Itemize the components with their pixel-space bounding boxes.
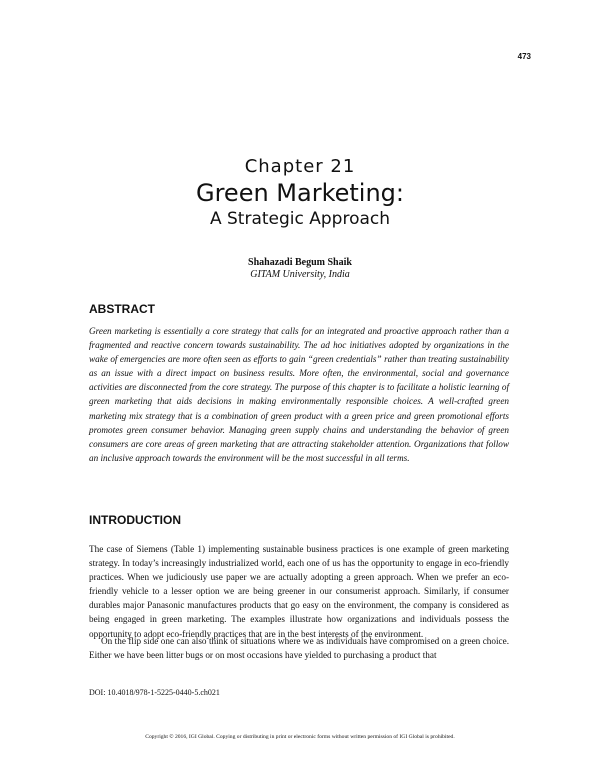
- introduction-paragraph-1: The case of Siemens (Table 1) implementing sustainable business practices is one example of green marketing strategy. In today’s increasingly industrialized world, each one of us has the opportunity to engage in eco-friendly practices. When we judiciously use paper we are actually adopting a green approach. When we prefer an eco-friendly vehicle to a lesser option we are being greener in our consumerist approach. Similarly, if consumer durables major Panasonic manufactures products that go easy on the environment, the company is considered as being engaged in green marketing. The examples illustrate how organizations and individuals possess the opportunity to adopt eco-friendly practices that are in the best interests of the environment.: [89, 544, 509, 639]
- abstract-text: Green marketing is essentially a core strategy that calls for an integrated and proactive approach rather than a fragmented and reactive concern towards sustainability. The ad hoc initiatives adopted by organizations in the wake of emergencies are more often seen as efforts to gain “green credentials” rather than treating sustainability as an issue with a direct impact on business results. More often, the environmental, social and governance activities are disconnected from the core strategy. The purpose of this chapter is to facilitate a holistic learning of green marketing that aids decisions in making environmentally responsible choices. A well-crafted green marketing mix strategy that is a combination of green product with a green price and green promotional efforts promotes green consumer behavior. Managing green supply chains and understanding the behavior of green consumers are core areas of green marketing that are attracting stakeholder attention. Organizations that follow an inclusive approach towards the environment will be the most successful in all terms.: [89, 326, 509, 463]
- introduction-heading: INTRODUCTION: [89, 513, 181, 527]
- copyright-footer: Copyright © 2016, IGI Global. Copying or distributing in print or electronic forms without written permission of IGI Global is prohibited.: [145, 734, 455, 740]
- author-name: Shahazadi Begum Shaik: [248, 257, 352, 268]
- doi-line: DOI: 10.4018/978-1-5225-0440-5.ch021: [89, 688, 220, 697]
- introduction-paragraph-2: On the flip side one can also think of situations where we as individuals have compromised on a green choice. Either we have been litter bugs or on most occasions have yielded to purchasing a product that: [89, 636, 509, 661]
- chapter-title: Green Marketing:: [195, 179, 404, 207]
- author-affiliation: GITAM University, India: [250, 269, 350, 280]
- chapter-label: Chapter 21: [244, 156, 356, 177]
- page-number: 473: [517, 52, 531, 61]
- abstract-heading: ABSTRACT: [89, 302, 155, 316]
- chapter-subtitle: A Strategic Approach: [209, 209, 391, 229]
